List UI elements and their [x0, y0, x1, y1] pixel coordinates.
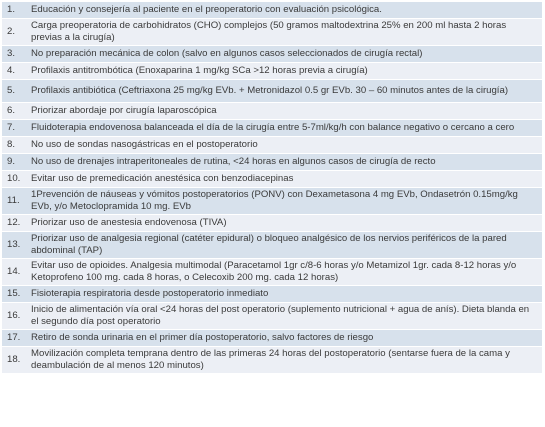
item-text: Priorizar uso de analgesia regional (catéter epidural) o bloqueo analgésico de los nervios periféricos de la pared abdominal (TAP) — [25, 232, 542, 259]
table-row — [2, 120, 542, 137]
item-number: 4. — [2, 63, 25, 80]
item-text: Fisioterapia respiratoria desde postoperatorio inmediato — [25, 286, 542, 303]
table-row — [2, 303, 542, 330]
item-text: No uso de sondas nasogástricas en el postoperatorio — [25, 137, 542, 154]
item-number: 3. — [2, 46, 25, 63]
table-row — [2, 46, 542, 63]
item-text: Inicio de alimentación vía oral <24 horas del post operatorio (suplemento nutricional + agua de anís). Dieta blanda en el segundo día post operatorio — [25, 303, 542, 330]
table-row — [2, 330, 542, 347]
item-number: 15. — [2, 286, 25, 303]
item-text: Priorizar abordaje por cirugía laparoscópica — [25, 103, 542, 120]
table-row — [2, 2, 542, 19]
table-row — [2, 286, 542, 303]
item-text: 1Prevención de náuseas y vómitos postoperatorios (PONV) con Dexametasona 4 mg EVb, Ondasetrón 0.15mg/kg EVb, y/o Metoclopramida 10 mg. EVb — [25, 188, 542, 215]
item-number: 1. — [2, 2, 25, 19]
item-number: 10. — [2, 171, 25, 188]
item-number: 12. — [2, 215, 25, 232]
item-text: Evitar uso de premedicación anestésica con benzodiacepinas — [25, 171, 542, 188]
item-number: 9. — [2, 154, 25, 171]
item-text: Carga preoperatoria de carbohidratos (CHO) complejos (50 gramos maltodextrina 25% en 200 ml hasta 2 horas previas a la cirugía) — [25, 19, 542, 46]
item-number: 18. — [2, 347, 25, 374]
item-number: 14. — [2, 259, 25, 286]
item-number: 6. — [2, 103, 25, 120]
item-text: Retiro de sonda urinaria en el primer día postoperatorio, salvo factores de riesgo — [25, 330, 542, 347]
item-text: Profilaxis antitrombótica (Enoxaparina 1 mg/kg SCa >12 horas previa a cirugía) — [25, 63, 542, 80]
item-number: 8. — [2, 137, 25, 154]
item-number: 11. — [2, 188, 25, 215]
table-row — [2, 137, 542, 154]
item-text: No preparación mecánica de colon (salvo en algunos casos seleccionados de cirugía rectal) — [25, 46, 542, 63]
table-row — [2, 232, 542, 259]
table-row — [2, 103, 542, 120]
item-number: 2. — [2, 19, 25, 46]
item-text: Evitar uso de opioides. Analgesia multimodal (Paracetamol 1gr c/8-6 horas y/o Metamizol 1gr. cada 8-12 horas y/o Ketoprofeno 100 mg. cada 8 horas, o Celecoxib 200 mg. cada 12 horas) — [25, 259, 542, 286]
eras-protocol-table — [2, 2, 542, 374]
item-number: 16. — [2, 303, 25, 330]
item-text: Educación y consejería al paciente en el preoperatorio con evaluación psicológica. — [25, 2, 542, 19]
item-text: Profilaxis antibiótica (Ceftriaxona 25 mg/kg EVb. + Metronidazol 0.5 gr EVb. 30 – 60 minutos antes de la cirugía) — [25, 80, 542, 103]
table-row — [2, 259, 542, 286]
item-text: Priorizar uso de anestesia endovenosa (TIVA) — [25, 215, 542, 232]
table-row — [2, 347, 542, 374]
item-text: Fluidoterapia endovenosa balanceada el día de la cirugía entre 5-7ml/kg/h con balance negativo o cercano a cero — [25, 120, 542, 137]
item-text: Movilización completa temprana dentro de las primeras 24 horas del postoperatorio (sentarse fuera de la cama y deambulación de al menos 120 minutos) — [25, 347, 542, 374]
item-number: 17. — [2, 330, 25, 347]
item-number: 7. — [2, 120, 25, 137]
table-row — [2, 215, 542, 232]
table-row — [2, 19, 542, 46]
table-row — [2, 63, 542, 80]
table-row — [2, 171, 542, 188]
item-number: 5. — [2, 80, 25, 103]
table-row — [2, 188, 542, 215]
table-row — [2, 154, 542, 171]
item-text: No uso de drenajes intraperitoneales de rutina, <24 horas en algunos casos de cirugía de recto — [25, 154, 542, 171]
table-row — [2, 80, 542, 103]
item-number: 13. — [2, 232, 25, 259]
